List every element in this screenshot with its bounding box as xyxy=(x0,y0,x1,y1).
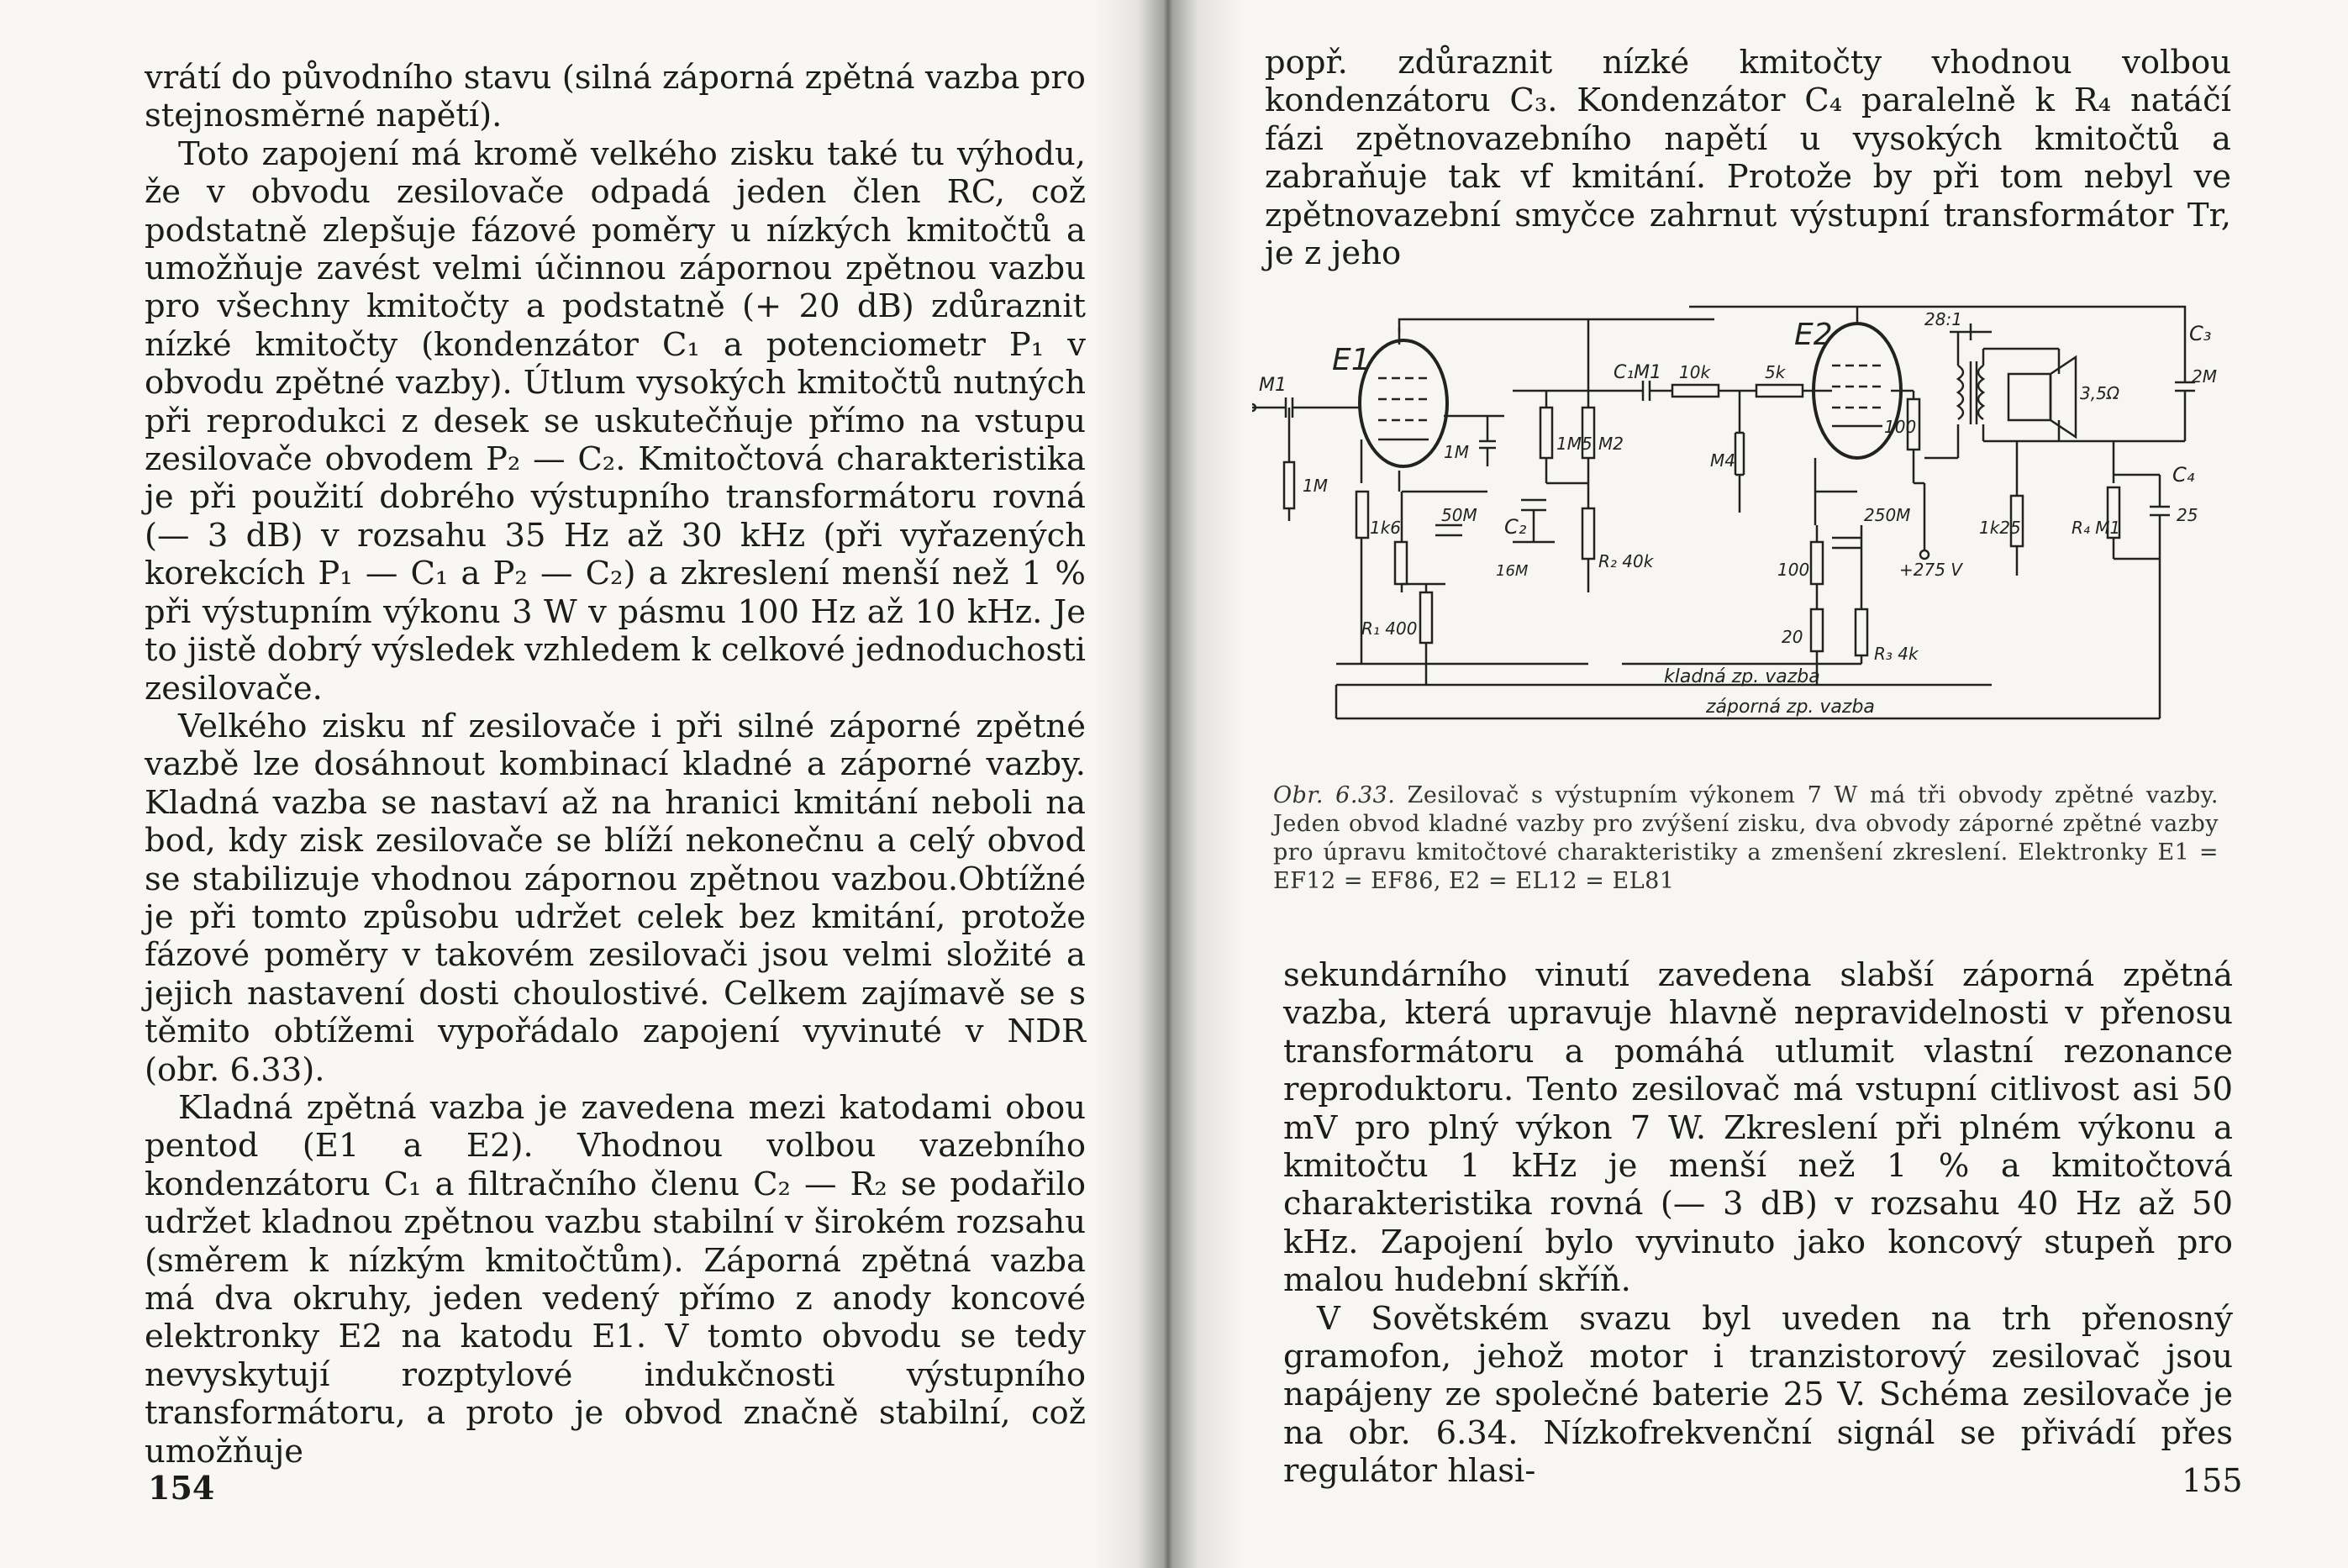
schematic-label-m2: M2 xyxy=(1598,434,1624,454)
left-page-text xyxy=(145,59,1086,1471)
schematic-label-ratio: 28:1 xyxy=(1924,309,1962,329)
schematic-label-20: 20 xyxy=(1782,627,1803,647)
paragraph: Toto zapojení má kromě velkého zisku také tu výhodu, že v obvodu zesilovače odpadá jeden člen RC, což podstatně zlepšuje fázové poměry u nízkých kmitočtů a umožňuje zavést velmi účinnou zápornou zpětnou vazbu pro všechny kmitočty a podstatně (+ 20 dB) zdůraznit nízké kmitočty (kondenzátor C₁ a potenciometr P₁ v obvodu zpětné vazby). Útlum vysokých kmitočtů nutných při reprodukci z desek se uskutečňuje přímo na vstupu zesilovače obvodem P₂ — C₂. Kmitočtová charakteristika je při použití dobrého výstupního transformátoru rovná (— 3 dB) v rozsahu 35 Hz až 30 kHz (při vyřazených korekcích P₁ — C₁ a P₂ — C₂) a zkreslení menší než 1 % při výstupním výkonu 3 W v pásmu 100 Hz až 10 kHz. Je to jistě dobrý výsledek vzhledem k celkové jednoduchosti zesilovače. xyxy=(145,134,1086,708)
schematic-label-1m: 1M xyxy=(1303,476,1328,496)
schematic-label-r3-4k: R₃ 4k xyxy=(1874,644,1919,664)
book-gutter-shadow xyxy=(1092,0,1244,1568)
schematic-label-r2-40k: R₂ 40k xyxy=(1598,551,1654,571)
schematic-label-e2: E2 xyxy=(1794,318,1833,352)
schematic-label-supply: +275 V xyxy=(1899,560,1962,580)
schematic-label-1m-b: 1M xyxy=(1444,442,1469,462)
schematic-label-r1-400: R₁ 400 xyxy=(1361,618,1418,639)
schematic-label-c4-value: 25 xyxy=(2177,505,2198,525)
schematic-label-m4: M4 xyxy=(1710,450,1735,471)
schematic-label-c1-m1: C₁M1 xyxy=(1614,362,1662,383)
paragraph: V Sovětském svazu byl uveden na trh přenosný gramofon, jehož motor i tranzistorový zesilovač jsou napájeny ze společné baterie 25 V. Schéma zesilovače je na obr. 6.34. Nízkofrekvenční signál se přivádí přes regulátor hlasi- xyxy=(1283,1299,2233,1491)
paragraph: vrátí do původního stavu (silná záporná zpětná vazba pro stejnosměrné napětí). xyxy=(145,59,1086,135)
schematic-label-c4: C₄ xyxy=(2172,463,2195,487)
paragraph: Kladná zpětná vazba je zavedena mezi katodami obou pentod (E1 a E2). Vhodnou volbou vazebního kondenzátoru C₁ a filtračního členu C₂ — R₂ se podařilo udržet kladnou zpětnou vazbu stabilní v širokém rozsahu (směrem k nízkým kmitočtům). Záporná zpětná vazba má dva okruhy, jeden vedený přímo z anody koncové elektronky E2 na katodu E1. V tomto obvodu se tedy nevyskytují rozptylové indukčnosti výstupního transformátoru, a proto je obvod značně stabilní, což umožňuje xyxy=(145,1088,1086,1471)
page-number-left: 154 xyxy=(148,1469,215,1507)
circuit-schematic-figure xyxy=(1252,290,2244,760)
schematic-label-1k6: 1k6 xyxy=(1370,518,1402,538)
schematic-label-16m: 16M xyxy=(1496,562,1529,580)
paragraph: Velkého zisku nf zesilovače i při silné záporné zpětné vazbě lze dosáhnout kombinací kladné a záporné vazby. Kladná vazba se nastaví až na hranici kmitání neboli na bod, kdy zisk zesilovače se blíží nekonečnu a celý obvod se stabilizuje vhodnou zápornou zpětnou vazbou.Obtížné je při tomto způsobu udržet celek bez kmitání, protože fázové poměry v takovém zesilovači jsou velmi složité a jejich nastavení dosti choulostivé. Celkem zajímavě se s těmito obtížemi vypořádalo zapojení vyvinuté v NDR (obr. 6.33). xyxy=(145,707,1086,1089)
schematic-label-c3-value: 2M xyxy=(2192,366,2217,387)
schematic-label-1k25: 1k25 xyxy=(1979,518,2021,538)
circuit-schematic xyxy=(1252,290,2244,760)
schematic-label-5k: 5k xyxy=(1765,362,1786,382)
schematic-label-c3: C₃ xyxy=(2189,322,2212,345)
schematic-label-c2: C₂ xyxy=(1504,515,1527,539)
schematic-label-100: 100 xyxy=(1884,417,1917,437)
schematic-label-r4-m1: R₄ M1 xyxy=(2072,518,2121,538)
page-number-right: 155 xyxy=(2182,1462,2243,1499)
right-page-text-top xyxy=(1265,44,2231,272)
figure-caption xyxy=(1273,781,2219,896)
schematic-label-e1: E1 xyxy=(1332,343,1371,377)
paragraph: popř. zdůraznit nízké kmitočty vhodnou volbou kondenzátoru C₃. Kondenzátor C₄ paralelně k R₄ natáčí fázi zpětnovazebního napětí u vysokých kmitočtů a zabraňuje tak vf kmitání. Protože by při tom nebyl ve zpětnovazební smyčce zahrnut výstupní transformátor Tr, je z jeho xyxy=(1265,44,2231,273)
right-page-text-bottom xyxy=(1283,956,2233,1491)
caption-text: Zesilovač s výstupním výkonem 7 W má tři obvody zpětné vazby. Jeden obvod kladné vazby pro zvýšení zisku, dva obvody záporné zpětné vazby pro úpravu kmitočtové charakteristiky a zmenšení zkreslení. Elektronky E1 = EF12 = EF86, E2 = EL12 = EL81 xyxy=(1273,782,2219,894)
caption-label: Obr. 6.33. xyxy=(1273,782,1396,808)
schematic-label-250m: 250M xyxy=(1864,505,1911,525)
schematic-label-1m5: 1M5 xyxy=(1556,434,1593,454)
schematic-label-positive-feedback: kladná zp. vazba xyxy=(1664,666,1820,687)
schematic-label-10k: 10k xyxy=(1679,362,1711,382)
schematic-label-negative-feedback: záporná zp. vazba xyxy=(1706,697,1875,718)
schematic-label-100b: 100 xyxy=(1777,560,1810,580)
schematic-label-3-5-ohm: 3,5Ω xyxy=(2080,383,2120,403)
schematic-label-m1: M1 xyxy=(1259,375,1287,396)
paragraph: sekundárního vinutí zavedena slabší záporná zpětná vazba, která upravuje hlavně nepravidelnosti v přenosu transformátoru a pomáhá utlumit vlastní rezonance reproduktoru. Tento zesilovač má vstupní citlivost asi 50 mV pro plný výkon 7 W. Zkreslení při plném výkonu a kmitočtu 1 kHz je menší než 1 % a kmitočtová charakteristika rovná (— 3 dB) v rozsahu 40 Hz až 50 kHz. Zapojení bylo vyvinuto jako koncový stupeň pro malou hudební skříň. xyxy=(1283,956,2233,1300)
schematic-label-50m: 50M xyxy=(1441,505,1477,525)
